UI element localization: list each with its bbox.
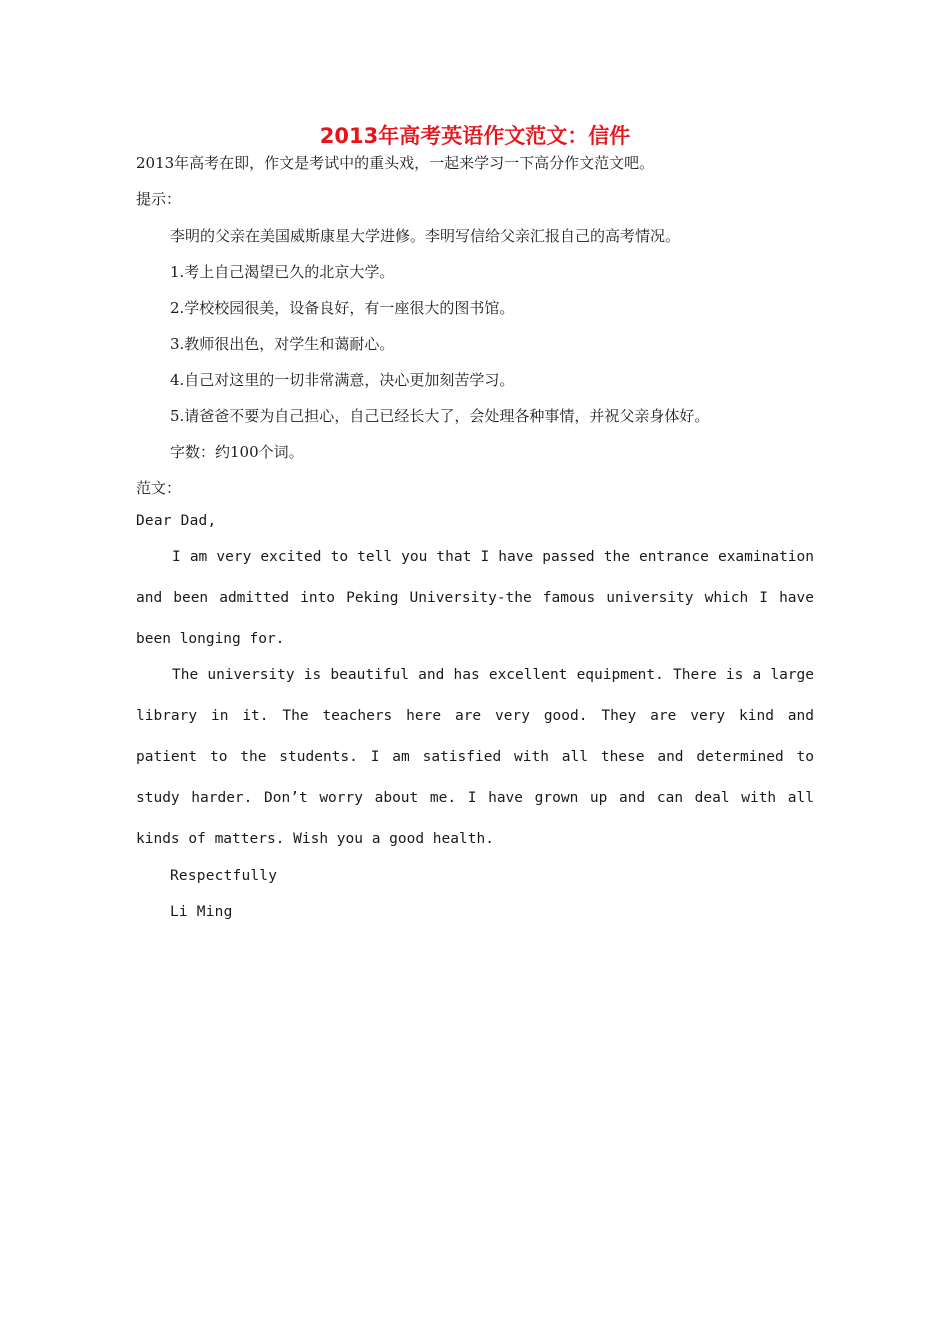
letter-greeting: Dear Dad,: [136, 513, 217, 529]
prompt-label: 提示：: [136, 190, 182, 208]
word-count-requirement: 字数：约100个词。: [170, 443, 304, 461]
prompt-line-background: 李明的父亲在美国威斯康星大学进修。李明写信给父亲汇报自己的高考情况。: [170, 227, 681, 245]
letter-closing: Respectfully: [170, 868, 278, 884]
letter-paragraph-1: I am very excited to tell you that I have passed the entrance examination and been admitted into Peking University-the famous university which I have been longing for.: [136, 549, 814, 647]
prompt-line-2: 2.学校校园很美，设备良好，有一座很大的图书馆。: [170, 299, 515, 317]
document-title: 2013年高考英语作文范文：信件: [319, 124, 631, 148]
prompt-line-4: 4.自己对这里的一切非常满意，决心更加刻苦学习。: [170, 371, 515, 389]
prompt-line-1: 1.考上自己渴望已久的北京大学。: [170, 263, 395, 281]
sample-label: 范文：: [136, 479, 182, 497]
prompt-line-5: 5.请爸爸不要为自己担心，自己已经长大了，会处理各种事情，并祝父亲身体好。: [170, 407, 710, 425]
prompt-line-3: 3.教师很出色，对学生和蔼耐心。: [170, 335, 395, 353]
letter-signature: Li Ming: [170, 904, 233, 920]
intro-text: 2013年高考在即，作文是考试中的重头戏，一起来学习一下高分作文范文吧。: [136, 154, 655, 172]
letter-paragraph-2: The university is beautiful and has excellent equipment. There is a large library in it. The teachers here are very good. They are very kind and patient to the students. I am satisfied with all these and determined to study harder. Don’t worry about me. I have grown up and can deal with all kinds of matters. Wish you a good health.: [136, 667, 814, 847]
